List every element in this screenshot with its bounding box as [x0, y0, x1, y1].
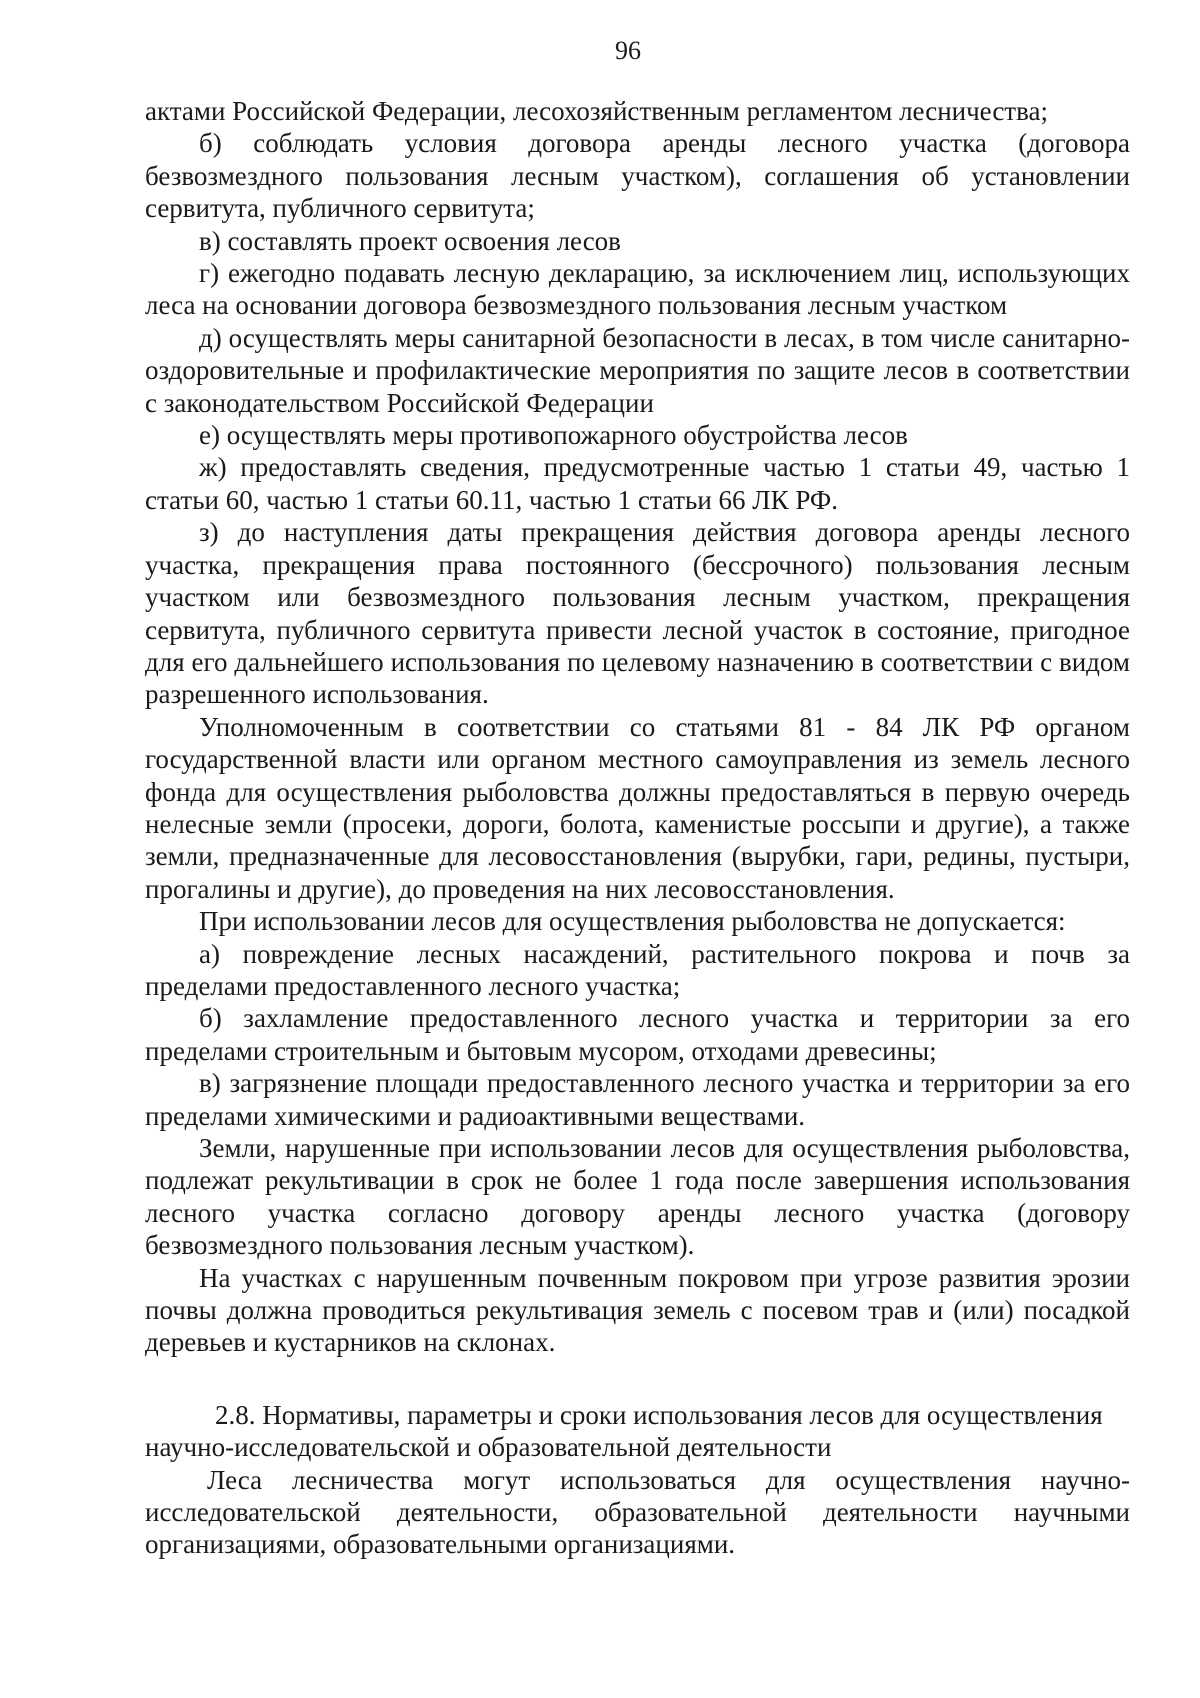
list-item-a: а) повреждение лесных насаждений, растительного покрова и почв за пределами предоставленного лесного участка;	[145, 938, 1130, 1001]
list-item-v: в) составлять проект освоения лесов	[199, 225, 621, 256]
list-item-d: д) осуществлять меры санитарной безопасности в лесах, в том числе санитарно-оздоровительные и профилактические мероприятия по защите лесов в соответствии с законодательством Российской Федерации	[145, 322, 1130, 418]
list-item-zh: ж) предоставлять сведения, предусмотренные частью 1 статьи 49, частью 1 статьи 60, частью 1 статьи 60.11, частью 1 статьи 66 ЛК РФ.	[145, 452, 1130, 515]
paragraph: При использовании лесов для осуществления рыболовства не допускается:	[199, 906, 1066, 937]
section-paragraph: Леса лесничества могут использоваться для осуществления научно-исследовательской деятельности, образовательной деятельности научными организациями, образовательными организациями.	[145, 1464, 1130, 1560]
list-item-b: б) захламление предоставленного лесного участка и территории за его пределами строительным и бытовым мусором, отходами древесины;	[145, 1003, 1130, 1066]
paragraph: актами Российской Федерации, лесохозяйственным регламентом лесничества;	[145, 96, 1048, 126]
paragraph: Уполномоченным в соответствии со статьями 81 - 84 ЛК РФ органом государственной власти или органом местного самоуправления из земель лесного фонда для осуществления рыболовства должны предоставляться в первую очередь нелесные земли (просеки, дороги, болота, каменистые россыпи и другие), а также земли, предназначенные для лесовосстановления (вырубки, гари, редины, пустыри, прогалины и другие), до проведения на них лесовосстановления.	[145, 711, 1130, 904]
list-item-g: г) ежегодно подавать лесную декларацию, за исключением лиц, использующих леса на основании договора безвозмездного пользования лесным участком	[145, 258, 1130, 321]
list-item-z: з) до наступления даты прекращения действия договора аренды лесного участка, прекращения права постоянного (бессрочного) пользования лесным участком или безвозмездного пользования лесным участком, прекращения сервитута, публичного сервитута привести лесной участок в состояние, пригодное для его дальнейшего использования по целевому назначению в соответствии с видом разрешенного использования.	[145, 517, 1130, 710]
document-body	[145, 95, 1130, 1561]
list-item-e: е) осуществлять меры противопожарного обустройства лесов	[199, 420, 908, 451]
paragraph: Земли, нарушенные при использовании лесов для осуществления рыболовства, подлежат рекультивации в срок не более 1 года после завершения использования лесного участка согласно договору аренды лесного участка (договору безвозмездного пользования лесным участком).	[145, 1133, 1130, 1261]
paragraph: На участках с нарушенным почвенным покровом при угрозе развития эрозии почвы должна проводиться рекультивация земель с посевом трав и (или) посадкой деревьев и кустарников на склонах.	[145, 1262, 1130, 1358]
list-item-v: в) загрязнение площади предоставленного лесного участка и территории за его пределами химическими и радиоактивными веществами.	[145, 1068, 1130, 1131]
page-number: 96	[615, 36, 641, 65]
list-item-b: б) соблюдать условия договора аренды лесного участка (договора безвозмездного пользования лесным участком), соглашения об установлении сервитута, публичного сервитута;	[145, 128, 1130, 224]
section-heading: 2.8. Нормативы, параметры и сроки использования лесов для осуществления научно-исследовательской и образовательной деятельности	[145, 1399, 1103, 1463]
